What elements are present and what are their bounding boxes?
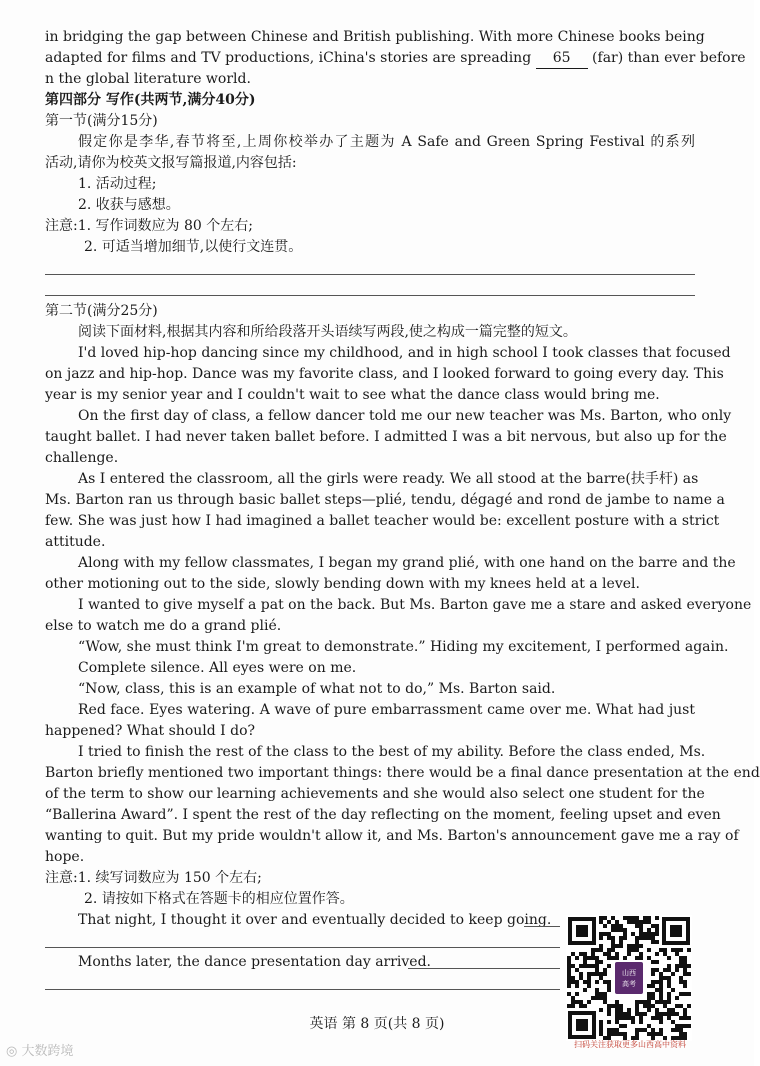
answer-line [524,926,560,927]
answer-line [45,295,695,296]
answer-line [45,947,560,948]
story-line: challenge. [45,450,119,466]
starter-1: That night, I thought it over and eventually decided to keep going. [78,912,552,928]
sec2-instruction: 阅读下面材料,根据其内容和所给段落开头语续写两段,使之构成一篇完整的短文。 [78,324,577,340]
intro-line: n the global literature world. [45,71,251,87]
page-footer: 英语 第 8 页(共 8 页) [309,1016,445,1032]
story-line: hope. [45,849,85,865]
answer-line [408,968,560,969]
starter-2: Months later, the dance presentation day arrived. [78,954,432,970]
watermark [6,1043,74,1061]
story-line: I tried to finish the rest of the class to the best of my ability. Before the class ended, Ms. [78,744,706,760]
watermark-logo-icon: ◎ [6,1044,22,1059]
sec1-note: 2. 可适当增加细节,以使行文连贯。 [84,239,303,255]
sec2-note: 2. 请按如下格式在答题卡的相应位置作答。 [84,891,354,907]
sec1-point: 1. 活动过程; [78,176,157,192]
story-line: Barton briefly mentioned two important things: there would be a final dance presentation at the end [45,765,760,781]
sec1-note: 注意:1. 写作词数应为 80 个左右; [45,218,253,234]
qr-logo-text: 高考 [622,980,636,988]
blank-65-line [45,48,746,69]
story-line: attitude. [45,534,106,550]
story-line: on jazz and hip-hop. Dance was my favorite class, and I looked forward to going every day. This [45,366,724,382]
story-line: I wanted to give myself a pat on the back. But Ms. Barton gave me a stare and asked everyone [78,597,752,613]
qr-code[interactable] [566,915,692,1041]
blank-65-answer: 65 [536,48,588,69]
story-line: Complete silence. All eyes were on me. [78,660,357,676]
qr-caption: 扫码关注获取更多山西高中资料 [574,1040,686,1049]
story-line: “Ballerina Award”. I spent the rest of the day reflecting on the moment, feeling upset and even [45,807,721,823]
answer-line [45,989,560,990]
sec1-header: 第一节(满分15分) [45,113,158,129]
sec1-point: 2. 收获与感想。 [78,197,180,213]
intro-line: in bridging the gap between Chinese and British publishing. With more Chinese books being [45,29,705,45]
story-line: Red face. Eyes watering. A wave of pure embarrassment came over me. What had just [78,702,695,718]
story-line: year is my senior year and I couldn't wait to see what the dance class would bring me. [45,387,660,403]
blank-65-after: (far) than ever before [587,50,746,66]
story-line: On the first day of class, a fellow dancer told me our new teacher was Ms. Barton, who only [78,408,732,424]
story-line: wanting to quit. But my pride wouldn't allow it, and Ms. Barton's announcement gave me a ray of [45,828,739,844]
watermark-text: 大数跨境 [21,1044,74,1059]
story-line: I'd loved hip-hop dancing since my childhood, and in high school I took classes that focused [78,345,731,361]
story-line: “Now, class, this is an example of what not to do,” Ms. Barton said. [78,681,556,697]
blank-65-before: adapted for films and TV productions, iChina's stories are spreading [45,50,536,66]
story-line: As I entered the classroom, all the girls were ready. We all stood at the barre(扶手杆) as [78,471,699,487]
story-line: else to watch me do a grand plié. [45,618,282,634]
story-line: few. She was just how I had imagined a ballet teacher would be: excellent posture with a strict [45,513,720,529]
qr-logo [615,962,643,994]
story-line: Ms. Barton ran us through basic ballet steps—plié, tendu, dégagé and rond de jambe to name a [45,492,725,508]
story-line: of the term to show our learning achievements and she would also select one student for the [45,786,705,802]
sec2-header: 第二节(满分25分) [45,303,158,319]
part4-title: 第四部分 写作(共两节,满分40分) [45,92,256,108]
story-line: taught ballet. I had never taken ballet before. I admitted I was a bit nervous, but also up for the [45,429,727,445]
story-line: Along with my fellow classmates, I began my grand plié, with one hand on the barre and the [78,555,736,571]
qr-logo-text: 山西 [622,969,636,977]
story-line: other motioning out to the side, slowly bending down with my knees held at a level. [45,576,640,592]
sec1-prompt-line: 活动,请你为校英文报写篇报道,内容包括: [45,155,297,171]
story-line: “Wow, she must think I'm great to demonstrate.” Hiding my excitement, I performed again. [78,639,729,655]
answer-line [45,274,695,275]
sec1-prompt-line: 假定你是李华,春节将至,上周你校举办了主题为 A Safe and Green Spring Festival 的系列 [78,134,695,150]
story-line: happened? What should I do? [45,723,256,739]
sec2-note: 注意:1. 续写词数应为 150 个左右; [45,870,262,886]
